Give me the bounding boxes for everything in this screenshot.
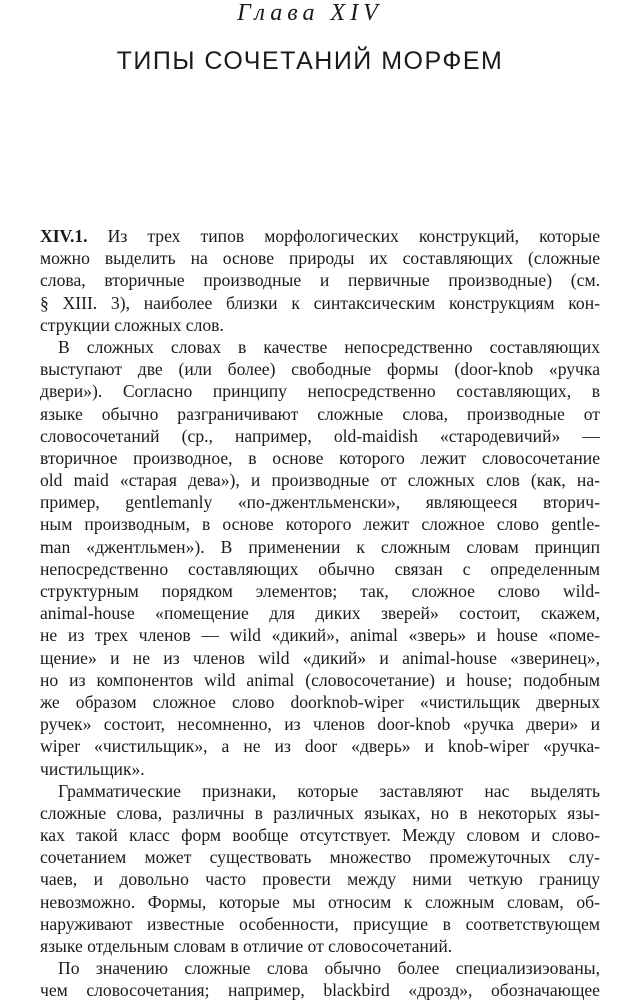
text-line: сочетанием может существовать множество промежуточных слу- (40, 847, 600, 868)
text-line: щение» и не из членов wild «дикий» и animal-house «зверинец», (40, 647, 600, 668)
text-line: языке отдельным словам в отличие от словосочетаний. (40, 936, 453, 956)
chapter-title: ТИПЫ СОЧЕТАНИЙ МОРФЕМ (116, 47, 504, 75)
text-line: невозможно. Формы, которые мы относим к сложным словам, об- (40, 891, 600, 912)
text-line: наруживают известные особенности, присущие в соответствующем (40, 913, 600, 934)
text-line: Грамматические признаки, которые заставляют нас выделять (58, 780, 600, 801)
text-line: можно выделить на основе природы их составляющих (сложные (40, 248, 600, 269)
text-line: непосредственно составляющих обычно связан с определенным (40, 558, 600, 579)
text-line: струкции сложных слов. (40, 314, 224, 335)
text-line: wiper «чистильщик», а не из door «дверь» и knob-wiper «ручка- (40, 736, 600, 757)
text-line: § XIII. 3), наиболее близки к синтаксическим конструкциям кон- (40, 292, 600, 313)
text-line: словосочетаний (ср., например, old-maidish «стародевичий» — (40, 425, 600, 446)
text-line: слова, вторичные производные и первичные производные) (см. (40, 270, 600, 291)
text-line: man «джентльмен»). В применении к сложным словам принцип (40, 536, 600, 557)
text-line: языке обычно разграничивают сложные слова, производные от (40, 403, 600, 424)
text-line: ручек» состоит, несомненно, из членов door-knob «ручка двери» и (40, 714, 600, 735)
text-line: old maid «старая дева»), и производные от сложных слов (как, на- (40, 470, 600, 491)
text-line: По значению сложные слова обычно более специализиэованы, (58, 958, 600, 979)
text-line: не из трех членов — wild «дикий», animal «зверь» и house «поме- (40, 625, 600, 646)
text-line: сложные слова, различны в различных языках, но в некоторых язы- (40, 802, 600, 823)
text-line: чаев, и довольно часто провести между ними четкую границу (40, 869, 600, 890)
chapter-label: Глава XIV (237, 0, 383, 26)
text-line: же образом сложное слово doorknob-wiper «чистильщик дверных (40, 691, 600, 712)
text-line: ным производным, в основе которого лежит сложное слово gentle- (40, 514, 600, 535)
text-line: ках такой класс форм вообще отсутствует. Между словом и слово- (40, 825, 600, 846)
section-number: XIV.1. (40, 226, 88, 246)
text-line: вторичное производное, в основе которого лежит словосочетание (40, 447, 600, 468)
text-line: В сложных словах в качестве непосредственно составляющих (58, 336, 600, 357)
text-line: пример, gentlemanly «по-джентльменски», являющееся вторич- (40, 492, 600, 513)
text-line: структурным порядком элементов; так, сложное слово wild- (40, 581, 600, 601)
text-line: выступают две (или более) свободные формы (door-knob «ручка (40, 359, 600, 380)
body-text (40, 225, 600, 1002)
text-line: двери»). Согласно принципу непосредственно составляющих, в (40, 381, 600, 402)
text-line: но из компонентов wild animal (словосочетание) и house; подобным (40, 669, 600, 690)
text-line: animal-house «помещение для диких зверей» состоит, скажем, (40, 603, 600, 624)
text-line: чистильщик». (40, 758, 145, 779)
text-line: чем словосочетания; например, blackbird «дрозд», обозначающее (40, 980, 600, 1001)
text-line: XIV.1. Из трех типов морфологических конструкций, которые (40, 226, 600, 246)
